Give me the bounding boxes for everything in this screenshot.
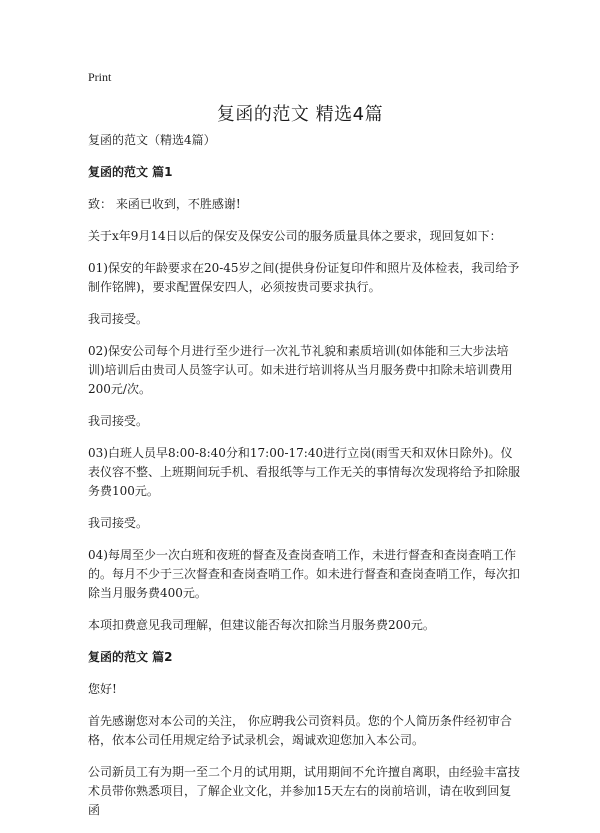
body-paragraph: 您好!: [88, 682, 117, 696]
body-paragraph: 04)每周至少一次白班和夜班的督查及查岗查哨工作，未进行督查和查岗查哨工作的。每月不少于三次督查和查岗查哨工作。如未进行督查和查岗查哨工作，每次扣除当月服务费400元。: [88, 548, 521, 600]
document-subtitle: 复函的范文（精选4篇）: [88, 133, 216, 147]
body-paragraph: 首先感谢您对本公司的关注， 你应聘我公司资料员。您的个人简历条件经初审合格，依本公司任用规定给予试录机会，竭诚欢迎您加入本公司。: [88, 714, 512, 747]
body-paragraph: 关于x年9月14日以后的保安及保安公司的服务质量具体之要求，现回复如下：: [88, 229, 502, 243]
body-paragraph: 公司新员工有为期一至二个月的试用期，试用期间不允许擅自离职，由经验丰富技术员带你熟悉项目，了解企业文化，并参加15天左右的岗前培训，请在收到回复函: [88, 765, 521, 817]
body-paragraph: 致： 来函已收到，不胜感谢!: [88, 197, 241, 211]
body-paragraph: 03)白班人员早8:00-8:40分和17:00-17:40进行立岗(雨雪天和双休日除外)。仪表仪容不整、上班期间玩手机、看报纸等与工作无关的事情每次发现将给予扣除服务费100元。: [88, 446, 521, 498]
print-label: Print: [88, 70, 112, 84]
body-paragraph: 01)保安的年龄要求在20-45岁之间(提供身份证复印件和照片及体检表，我司给予制作铭牌)，要求配置保安四人，必须按贵司要求执行。: [88, 261, 520, 294]
body-paragraph: 本项扣费意见我司理解，但建议能否每次扣除当月服务费200元。: [88, 618, 435, 632]
section-heading: 复函的范文 篇1: [88, 165, 173, 179]
document-body: [88, 131, 520, 833]
body-paragraph: 我司接受。: [88, 516, 149, 530]
document-title: 复函的范文 精选4篇: [216, 104, 384, 125]
body-paragraph: 我司接受。: [88, 312, 149, 326]
body-paragraph: 我司接受。: [88, 414, 149, 428]
section-heading: 复函的范文 篇2: [88, 650, 173, 664]
body-paragraph: 02)保安公司每个月进行至少进行一次礼节礼貌和素质培训(如体能和三大步法培训)培训后由贵司人员签字认可。如未进行培训将从当月服务费中扣除未培训费用200元/次。: [88, 344, 513, 396]
